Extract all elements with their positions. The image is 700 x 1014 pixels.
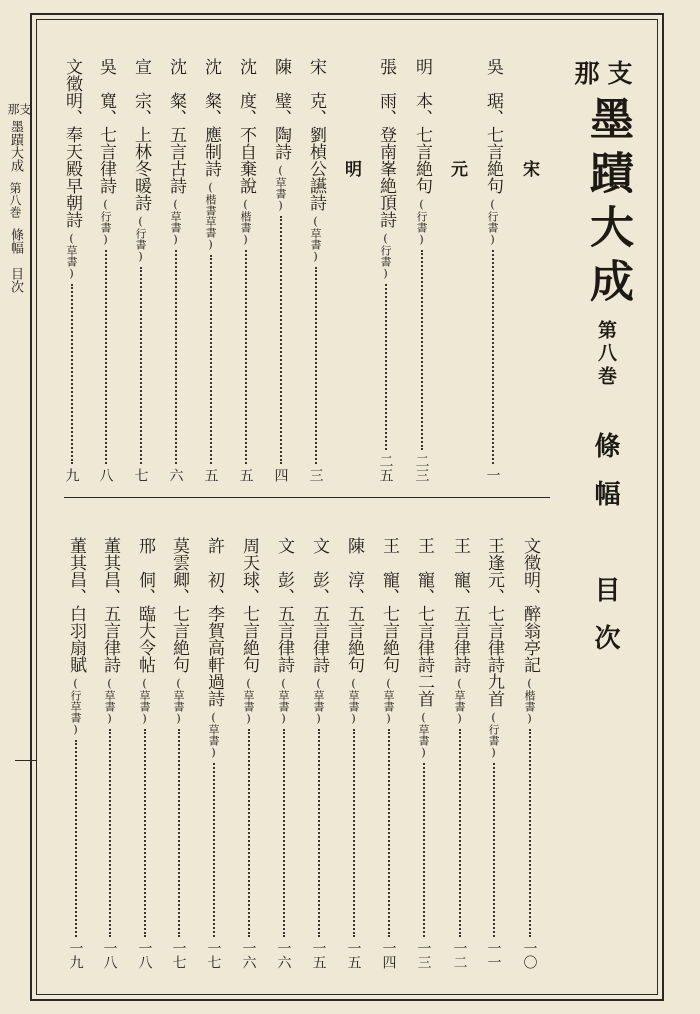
period-yuan: 元 <box>447 160 467 177</box>
leader-dots <box>280 216 282 464</box>
leader-dots <box>178 729 180 937</box>
section-divider <box>64 497 550 498</box>
leader-dots <box>385 284 387 450</box>
leader-dots <box>144 729 146 937</box>
toc-entry[interactable]: 吳 琚、七言絶句 (行書) 一 <box>483 58 503 482</box>
leader-dots <box>105 250 107 464</box>
toc-entry[interactable]: 王 寵、七言絶句 (草書) 一四 <box>379 537 399 969</box>
page-heading: 條幅 目次 <box>590 432 620 672</box>
toc-entry[interactable]: 文徵明、醉翁亭記 (楷書) 一〇 <box>520 537 540 969</box>
leader-dots <box>71 284 73 464</box>
spine-volume: 第八巻 <box>8 182 22 218</box>
title-prefix-bottom: 那 <box>571 60 600 85</box>
toc-entry[interactable]: 陳 璧、陶詩 (草書) 四 <box>271 58 291 482</box>
leader-dots <box>459 729 461 937</box>
leader-dots <box>109 729 111 937</box>
leader-dots <box>423 763 425 937</box>
toc-entry[interactable]: 周天球、七言絶句 (草書) 一六 <box>239 537 259 969</box>
toc-entry[interactable]: 許 初、李賀高軒過詩 (草書) 一七 <box>204 537 224 969</box>
toc-entry[interactable]: 沈 粲、應制詩 (楷書草書) 五 <box>201 58 221 482</box>
leader-dots <box>210 255 212 464</box>
leader-dots <box>75 740 77 937</box>
leader-dots <box>529 729 531 937</box>
leader-dots <box>493 763 495 937</box>
toc-entry[interactable]: 董其昌、白羽扇賦 (行草書) 一九 <box>66 537 86 969</box>
toc-entry[interactable]: 王 寵、五言律詩 (草書) 一二 <box>450 537 470 969</box>
toc-entry[interactable]: 陳 淳、五言絶句 (草書) 一五 <box>344 537 364 969</box>
toc-entry[interactable]: 沈 度、不自棄說 (楷書) 五 <box>236 58 256 482</box>
toc-entry[interactable]: 明 本、七言絶句 (行書) 二三 <box>412 58 432 482</box>
spine-prefix-top: 支 <box>18 103 32 115</box>
leader-dots <box>213 763 215 937</box>
leader-dots <box>248 729 250 937</box>
toc-entry[interactable]: 宋 克、劉楨公讌詩 (草書) 三 <box>306 58 326 482</box>
volume-label: 第八巻 <box>595 320 617 389</box>
toc-entry[interactable]: 王 寵、七言律詩二首 (草書) 一三 <box>414 537 434 969</box>
leader-dots <box>175 250 177 464</box>
spine-title: 墨蹟大成 <box>8 120 23 172</box>
spine-prefix-bottom: 那 <box>6 103 20 115</box>
period-song: 宋 <box>519 160 539 177</box>
leader-dots <box>283 729 285 937</box>
toc-entry[interactable]: 文 彭、五言律詩 (草書) 一五 <box>309 537 329 969</box>
toc-entry[interactable]: 文 彭、五言律詩 (草書) 一六 <box>274 537 294 969</box>
leader-dots <box>245 250 247 464</box>
leader-dots <box>388 729 390 937</box>
leader-dots <box>492 250 494 464</box>
toc-entry[interactable]: 董其昌、五言律詩 (草書) 一八 <box>100 537 120 969</box>
toc-entry[interactable]: 莫雲卿、七言絶句 (草書) 一七 <box>169 537 189 969</box>
leader-dots <box>315 267 317 464</box>
spine-section: 條幅 目次 <box>8 228 23 293</box>
toc-entry[interactable]: 邢 侗、臨大令帖 (草書) 一八 <box>135 537 155 969</box>
toc-entry[interactable]: 文徵明、奉天殿早朝詩 (草書) 九 <box>62 58 82 482</box>
leader-dots <box>140 267 142 464</box>
title-prefix-top: 支 <box>604 60 633 85</box>
leader-dots <box>353 729 355 937</box>
toc-entry[interactable]: 王逢元、七言律詩九首 (行書) 一一 <box>484 537 504 969</box>
book-title: 墨蹟大成 <box>582 96 633 312</box>
leader-dots <box>318 729 320 937</box>
toc-entry[interactable]: 宣 宗、上林冬暖詩 (行書) 七 <box>131 58 151 482</box>
toc-entry[interactable]: 吳 寬、七言律詩 (行書) 八 <box>96 58 116 482</box>
toc-entry[interactable]: 沈 粲、五言古詩 (草書) 六 <box>166 58 186 482</box>
toc-entry[interactable]: 張 雨、登南峯絶頂詩 (行書) 二五 <box>376 58 396 482</box>
leader-dots <box>421 250 423 450</box>
period-ming: 明 <box>341 160 361 177</box>
